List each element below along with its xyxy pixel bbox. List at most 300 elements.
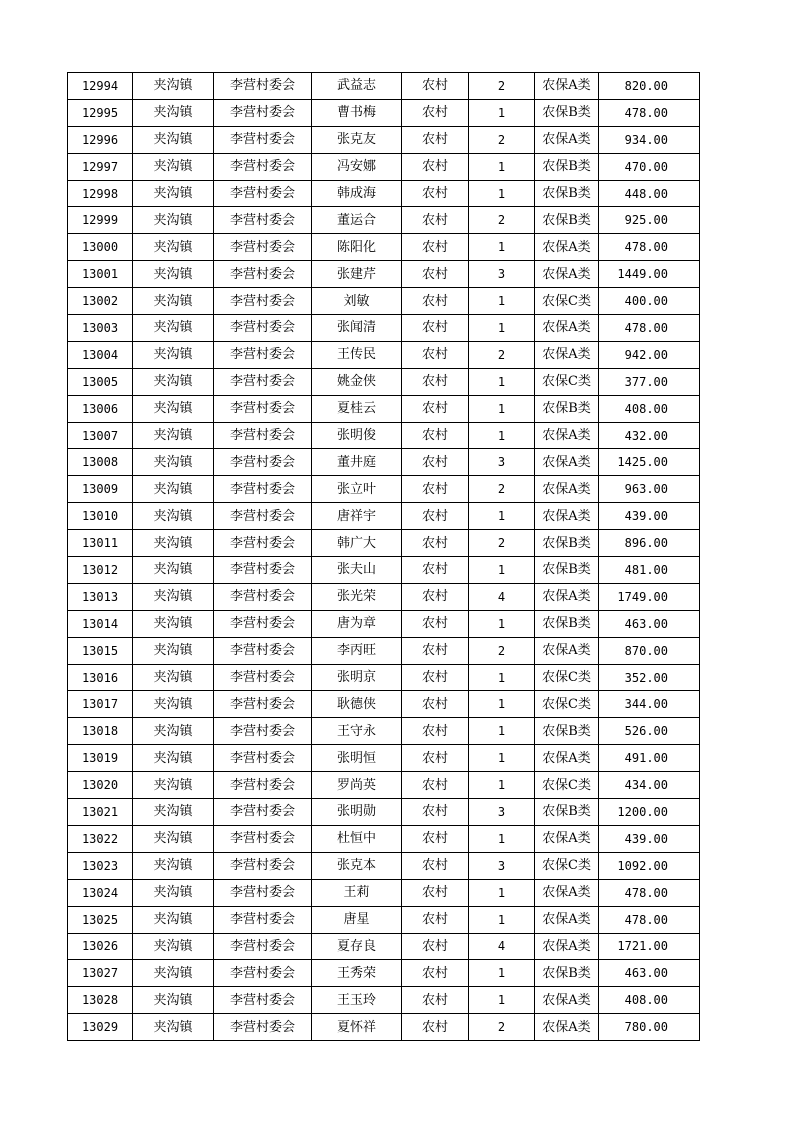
amount-cell: 820.00 — [599, 73, 700, 100]
area-type-cell: 农村 — [402, 610, 469, 637]
household-size-cell: 1 — [469, 288, 535, 315]
village-committee-cell: 李营村委会 — [214, 825, 312, 852]
town-cell: 夹沟镇 — [133, 368, 214, 395]
household-size-cell: 1 — [469, 234, 535, 261]
table-row — [68, 933, 700, 960]
household-size-cell: 1 — [469, 960, 535, 987]
amount-cell: 780.00 — [599, 1014, 700, 1041]
household-size-cell: 1 — [469, 987, 535, 1014]
village-committee-cell: 李营村委会 — [214, 288, 312, 315]
insurance-category-cell: 农保B类 — [535, 207, 599, 234]
household-size-cell: 2 — [469, 1014, 535, 1041]
village-committee-cell: 李营村委会 — [214, 180, 312, 207]
insurance-category-cell: 农保A类 — [535, 825, 599, 852]
name-cell: 王守永 — [312, 718, 402, 745]
serial-number-cell: 13000 — [68, 234, 133, 261]
household-size-cell: 1 — [469, 879, 535, 906]
insurance-category-cell: 农保B类 — [535, 530, 599, 557]
amount-cell: 470.00 — [599, 153, 700, 180]
table-row — [68, 557, 700, 584]
insurance-category-cell: 农保B类 — [535, 180, 599, 207]
area-type-cell: 农村 — [402, 718, 469, 745]
village-committee-cell: 李营村委会 — [214, 99, 312, 126]
name-cell: 王秀荣 — [312, 960, 402, 987]
household-size-cell: 1 — [469, 315, 535, 342]
amount-cell: 352.00 — [599, 664, 700, 691]
serial-number-cell: 13012 — [68, 557, 133, 584]
name-cell: 王莉 — [312, 879, 402, 906]
area-type-cell: 农村 — [402, 449, 469, 476]
village-committee-cell: 李营村委会 — [214, 368, 312, 395]
village-committee-cell: 李营村委会 — [214, 530, 312, 557]
serial-number-cell: 12996 — [68, 126, 133, 153]
town-cell: 夹沟镇 — [133, 341, 214, 368]
table-row — [68, 825, 700, 852]
amount-cell: 408.00 — [599, 395, 700, 422]
name-cell: 张建芹 — [312, 261, 402, 288]
town-cell: 夹沟镇 — [133, 987, 214, 1014]
town-cell: 夹沟镇 — [133, 422, 214, 449]
insurance-category-cell: 农保A类 — [535, 341, 599, 368]
household-size-cell: 1 — [469, 557, 535, 584]
village-committee-cell: 李营村委会 — [214, 234, 312, 261]
town-cell: 夹沟镇 — [133, 73, 214, 100]
benefit-roster-table — [67, 72, 700, 1041]
table-row — [68, 1014, 700, 1041]
village-committee-cell: 李营村委会 — [214, 73, 312, 100]
area-type-cell: 农村 — [402, 1014, 469, 1041]
village-committee-cell: 李营村委会 — [214, 1014, 312, 1041]
name-cell: 董井庭 — [312, 449, 402, 476]
amount-cell: 478.00 — [599, 879, 700, 906]
amount-cell: 478.00 — [599, 99, 700, 126]
amount-cell: 925.00 — [599, 207, 700, 234]
town-cell: 夹沟镇 — [133, 933, 214, 960]
town-cell: 夹沟镇 — [133, 1014, 214, 1041]
serial-number-cell: 13018 — [68, 718, 133, 745]
serial-number-cell: 13008 — [68, 449, 133, 476]
serial-number-cell: 13025 — [68, 906, 133, 933]
village-committee-cell: 李营村委会 — [214, 395, 312, 422]
town-cell: 夹沟镇 — [133, 153, 214, 180]
name-cell: 张闻清 — [312, 315, 402, 342]
table-row — [68, 637, 700, 664]
area-type-cell: 农村 — [402, 476, 469, 503]
table-row — [68, 153, 700, 180]
area-type-cell: 农村 — [402, 180, 469, 207]
town-cell: 夹沟镇 — [133, 852, 214, 879]
insurance-category-cell: 农保C类 — [535, 691, 599, 718]
table-row — [68, 530, 700, 557]
amount-cell: 439.00 — [599, 503, 700, 530]
name-cell: 王传民 — [312, 341, 402, 368]
insurance-category-cell: 农保B类 — [535, 395, 599, 422]
table-row — [68, 852, 700, 879]
insurance-category-cell: 农保A类 — [535, 73, 599, 100]
area-type-cell: 农村 — [402, 315, 469, 342]
household-size-cell: 1 — [469, 180, 535, 207]
household-size-cell: 3 — [469, 799, 535, 826]
serial-number-cell: 13003 — [68, 315, 133, 342]
insurance-category-cell: 农保A类 — [535, 476, 599, 503]
town-cell: 夹沟镇 — [133, 906, 214, 933]
serial-number-cell: 13027 — [68, 960, 133, 987]
table-row — [68, 718, 700, 745]
village-committee-cell: 李营村委会 — [214, 341, 312, 368]
table-row — [68, 341, 700, 368]
amount-cell: 463.00 — [599, 610, 700, 637]
area-type-cell: 农村 — [402, 879, 469, 906]
village-committee-cell: 李营村委会 — [214, 153, 312, 180]
serial-number-cell: 13029 — [68, 1014, 133, 1041]
name-cell: 陈阳化 — [312, 234, 402, 261]
serial-number-cell: 13014 — [68, 610, 133, 637]
serial-number-cell: 13015 — [68, 637, 133, 664]
table-row — [68, 73, 700, 100]
town-cell: 夹沟镇 — [133, 234, 214, 261]
name-cell: 夏怀祥 — [312, 1014, 402, 1041]
amount-cell: 526.00 — [599, 718, 700, 745]
area-type-cell: 农村 — [402, 933, 469, 960]
village-committee-cell: 李营村委会 — [214, 799, 312, 826]
town-cell: 夹沟镇 — [133, 610, 214, 637]
table-row — [68, 207, 700, 234]
name-cell: 张明京 — [312, 664, 402, 691]
name-cell: 冯安娜 — [312, 153, 402, 180]
amount-cell: 870.00 — [599, 637, 700, 664]
name-cell: 张明勋 — [312, 799, 402, 826]
village-committee-cell: 李营村委会 — [214, 906, 312, 933]
insurance-category-cell: 农保B类 — [535, 557, 599, 584]
table-row — [68, 745, 700, 772]
area-type-cell: 农村 — [402, 987, 469, 1014]
table-row — [68, 476, 700, 503]
village-committee-cell: 李营村委会 — [214, 422, 312, 449]
village-committee-cell: 李营村委会 — [214, 691, 312, 718]
insurance-category-cell: 农保A类 — [535, 583, 599, 610]
table-row — [68, 422, 700, 449]
town-cell: 夹沟镇 — [133, 395, 214, 422]
name-cell: 张克友 — [312, 126, 402, 153]
village-committee-cell: 李营村委会 — [214, 987, 312, 1014]
name-cell: 杜恒中 — [312, 825, 402, 852]
area-type-cell: 农村 — [402, 852, 469, 879]
name-cell: 唐为章 — [312, 610, 402, 637]
serial-number-cell: 13006 — [68, 395, 133, 422]
household-size-cell: 3 — [469, 852, 535, 879]
amount-cell: 478.00 — [599, 234, 700, 261]
household-size-cell: 1 — [469, 99, 535, 126]
amount-cell: 463.00 — [599, 960, 700, 987]
serial-number-cell: 13021 — [68, 799, 133, 826]
amount-cell: 934.00 — [599, 126, 700, 153]
table-row — [68, 261, 700, 288]
name-cell: 夏桂云 — [312, 395, 402, 422]
town-cell: 夹沟镇 — [133, 960, 214, 987]
table-row — [68, 368, 700, 395]
amount-cell: 408.00 — [599, 987, 700, 1014]
insurance-category-cell: 农保C类 — [535, 852, 599, 879]
household-size-cell: 1 — [469, 422, 535, 449]
insurance-category-cell: 农保A类 — [535, 422, 599, 449]
area-type-cell: 农村 — [402, 261, 469, 288]
village-committee-cell: 李营村委会 — [214, 261, 312, 288]
table-row — [68, 906, 700, 933]
town-cell: 夹沟镇 — [133, 772, 214, 799]
amount-cell: 1721.00 — [599, 933, 700, 960]
household-size-cell: 2 — [469, 73, 535, 100]
amount-cell: 1092.00 — [599, 852, 700, 879]
household-size-cell: 1 — [469, 772, 535, 799]
town-cell: 夹沟镇 — [133, 530, 214, 557]
area-type-cell: 农村 — [402, 745, 469, 772]
amount-cell: 434.00 — [599, 772, 700, 799]
village-committee-cell: 李营村委会 — [214, 449, 312, 476]
name-cell: 韩成海 — [312, 180, 402, 207]
town-cell: 夹沟镇 — [133, 718, 214, 745]
amount-cell: 963.00 — [599, 476, 700, 503]
town-cell: 夹沟镇 — [133, 503, 214, 530]
village-committee-cell: 李营村委会 — [214, 852, 312, 879]
area-type-cell: 农村 — [402, 153, 469, 180]
name-cell: 张夫山 — [312, 557, 402, 584]
serial-number-cell: 13026 — [68, 933, 133, 960]
table-row — [68, 772, 700, 799]
serial-number-cell: 13011 — [68, 530, 133, 557]
table-row — [68, 503, 700, 530]
village-committee-cell: 李营村委会 — [214, 610, 312, 637]
household-size-cell: 2 — [469, 476, 535, 503]
household-size-cell: 2 — [469, 341, 535, 368]
household-size-cell: 4 — [469, 933, 535, 960]
insurance-category-cell: 农保B类 — [535, 960, 599, 987]
household-size-cell: 1 — [469, 610, 535, 637]
name-cell: 刘敏 — [312, 288, 402, 315]
table-row — [68, 879, 700, 906]
area-type-cell: 农村 — [402, 530, 469, 557]
amount-cell: 400.00 — [599, 288, 700, 315]
insurance-category-cell: 农保B类 — [535, 799, 599, 826]
insurance-category-cell: 农保A类 — [535, 933, 599, 960]
name-cell: 张明俊 — [312, 422, 402, 449]
amount-cell: 478.00 — [599, 315, 700, 342]
household-size-cell: 3 — [469, 449, 535, 476]
village-committee-cell: 李营村委会 — [214, 745, 312, 772]
serial-number-cell: 13020 — [68, 772, 133, 799]
amount-cell: 439.00 — [599, 825, 700, 852]
town-cell: 夹沟镇 — [133, 637, 214, 664]
village-committee-cell: 李营村委会 — [214, 583, 312, 610]
amount-cell: 478.00 — [599, 906, 700, 933]
name-cell: 姚金侠 — [312, 368, 402, 395]
insurance-category-cell: 农保A类 — [535, 449, 599, 476]
serial-number-cell: 13009 — [68, 476, 133, 503]
insurance-category-cell: 农保A类 — [535, 503, 599, 530]
serial-number-cell: 13024 — [68, 879, 133, 906]
name-cell: 夏存良 — [312, 933, 402, 960]
table-row — [68, 987, 700, 1014]
town-cell: 夹沟镇 — [133, 99, 214, 126]
area-type-cell: 农村 — [402, 422, 469, 449]
area-type-cell: 农村 — [402, 341, 469, 368]
serial-number-cell: 13002 — [68, 288, 133, 315]
serial-number-cell: 13019 — [68, 745, 133, 772]
insurance-category-cell: 农保B类 — [535, 99, 599, 126]
area-type-cell: 农村 — [402, 799, 469, 826]
household-size-cell: 1 — [469, 825, 535, 852]
serial-number-cell: 12995 — [68, 99, 133, 126]
name-cell: 韩广大 — [312, 530, 402, 557]
table-row — [68, 395, 700, 422]
area-type-cell: 农村 — [402, 368, 469, 395]
insurance-category-cell: 农保C类 — [535, 664, 599, 691]
household-size-cell: 1 — [469, 368, 535, 395]
table-row — [68, 799, 700, 826]
serial-number-cell: 13004 — [68, 341, 133, 368]
table-row — [68, 664, 700, 691]
amount-cell: 942.00 — [599, 341, 700, 368]
amount-cell: 448.00 — [599, 180, 700, 207]
household-size-cell: 2 — [469, 126, 535, 153]
village-committee-cell: 李营村委会 — [214, 879, 312, 906]
table-row — [68, 583, 700, 610]
serial-number-cell: 13017 — [68, 691, 133, 718]
amount-cell: 1200.00 — [599, 799, 700, 826]
name-cell: 张立叶 — [312, 476, 402, 503]
town-cell: 夹沟镇 — [133, 879, 214, 906]
name-cell: 耿德侠 — [312, 691, 402, 718]
household-size-cell: 1 — [469, 718, 535, 745]
amount-cell: 432.00 — [599, 422, 700, 449]
village-committee-cell: 李营村委会 — [214, 315, 312, 342]
village-committee-cell: 李营村委会 — [214, 664, 312, 691]
household-size-cell: 2 — [469, 530, 535, 557]
serial-number-cell: 12994 — [68, 73, 133, 100]
household-size-cell: 3 — [469, 261, 535, 288]
insurance-category-cell: 农保A类 — [535, 261, 599, 288]
name-cell: 董运合 — [312, 207, 402, 234]
serial-number-cell: 13005 — [68, 368, 133, 395]
insurance-category-cell: 农保C类 — [535, 368, 599, 395]
village-committee-cell: 李营村委会 — [214, 126, 312, 153]
insurance-category-cell: 农保B类 — [535, 153, 599, 180]
table-row — [68, 610, 700, 637]
amount-cell: 491.00 — [599, 745, 700, 772]
area-type-cell: 农村 — [402, 960, 469, 987]
table-row — [68, 180, 700, 207]
town-cell: 夹沟镇 — [133, 288, 214, 315]
insurance-category-cell: 农保C类 — [535, 772, 599, 799]
village-committee-cell: 李营村委会 — [214, 718, 312, 745]
town-cell: 夹沟镇 — [133, 315, 214, 342]
village-committee-cell: 李营村委会 — [214, 637, 312, 664]
town-cell: 夹沟镇 — [133, 745, 214, 772]
household-size-cell: 2 — [469, 207, 535, 234]
table-row — [68, 960, 700, 987]
table-row — [68, 691, 700, 718]
amount-cell: 377.00 — [599, 368, 700, 395]
area-type-cell: 农村 — [402, 906, 469, 933]
area-type-cell: 农村 — [402, 637, 469, 664]
area-type-cell: 农村 — [402, 825, 469, 852]
name-cell: 王玉玲 — [312, 987, 402, 1014]
name-cell: 李丙旺 — [312, 637, 402, 664]
town-cell: 夹沟镇 — [133, 557, 214, 584]
area-type-cell: 农村 — [402, 73, 469, 100]
household-size-cell: 1 — [469, 906, 535, 933]
area-type-cell: 农村 — [402, 503, 469, 530]
amount-cell: 1749.00 — [599, 583, 700, 610]
village-committee-cell: 李营村委会 — [214, 476, 312, 503]
village-committee-cell: 李营村委会 — [214, 503, 312, 530]
name-cell: 张光荣 — [312, 583, 402, 610]
serial-number-cell: 13028 — [68, 987, 133, 1014]
insurance-category-cell: 农保B类 — [535, 610, 599, 637]
town-cell: 夹沟镇 — [133, 691, 214, 718]
serial-number-cell: 13023 — [68, 852, 133, 879]
amount-cell: 481.00 — [599, 557, 700, 584]
town-cell: 夹沟镇 — [133, 261, 214, 288]
household-size-cell: 1 — [469, 503, 535, 530]
name-cell: 唐星 — [312, 906, 402, 933]
insurance-category-cell: 农保A类 — [535, 906, 599, 933]
household-size-cell: 1 — [469, 153, 535, 180]
town-cell: 夹沟镇 — [133, 583, 214, 610]
insurance-category-cell: 农保A类 — [535, 879, 599, 906]
insurance-category-cell: 农保A类 — [535, 315, 599, 342]
area-type-cell: 农村 — [402, 99, 469, 126]
area-type-cell: 农村 — [402, 691, 469, 718]
serial-number-cell: 13001 — [68, 261, 133, 288]
town-cell: 夹沟镇 — [133, 799, 214, 826]
town-cell: 夹沟镇 — [133, 207, 214, 234]
name-cell: 张明恒 — [312, 745, 402, 772]
insurance-category-cell: 农保A类 — [535, 126, 599, 153]
name-cell: 罗尚英 — [312, 772, 402, 799]
area-type-cell: 农村 — [402, 207, 469, 234]
amount-cell: 1425.00 — [599, 449, 700, 476]
table-row — [68, 288, 700, 315]
serial-number-cell: 13016 — [68, 664, 133, 691]
household-size-cell: 1 — [469, 395, 535, 422]
name-cell: 武益志 — [312, 73, 402, 100]
town-cell: 夹沟镇 — [133, 664, 214, 691]
village-committee-cell: 李营村委会 — [214, 933, 312, 960]
village-committee-cell: 李营村委会 — [214, 207, 312, 234]
town-cell: 夹沟镇 — [133, 126, 214, 153]
insurance-category-cell: 农保B类 — [535, 718, 599, 745]
village-committee-cell: 李营村委会 — [214, 960, 312, 987]
insurance-category-cell: 农保C类 — [535, 288, 599, 315]
serial-number-cell: 12998 — [68, 180, 133, 207]
household-size-cell: 1 — [469, 691, 535, 718]
serial-number-cell: 13007 — [68, 422, 133, 449]
area-type-cell: 农村 — [402, 664, 469, 691]
table-row — [68, 126, 700, 153]
insurance-category-cell: 农保A类 — [535, 234, 599, 261]
insurance-category-cell: 农保A类 — [535, 1014, 599, 1041]
insurance-category-cell: 农保A类 — [535, 745, 599, 772]
town-cell: 夹沟镇 — [133, 180, 214, 207]
amount-cell: 1449.00 — [599, 261, 700, 288]
serial-number-cell: 12999 — [68, 207, 133, 234]
amount-cell: 896.00 — [599, 530, 700, 557]
household-size-cell: 4 — [469, 583, 535, 610]
town-cell: 夹沟镇 — [133, 825, 214, 852]
serial-number-cell: 12997 — [68, 153, 133, 180]
serial-number-cell: 13022 — [68, 825, 133, 852]
insurance-category-cell: 农保A类 — [535, 987, 599, 1014]
